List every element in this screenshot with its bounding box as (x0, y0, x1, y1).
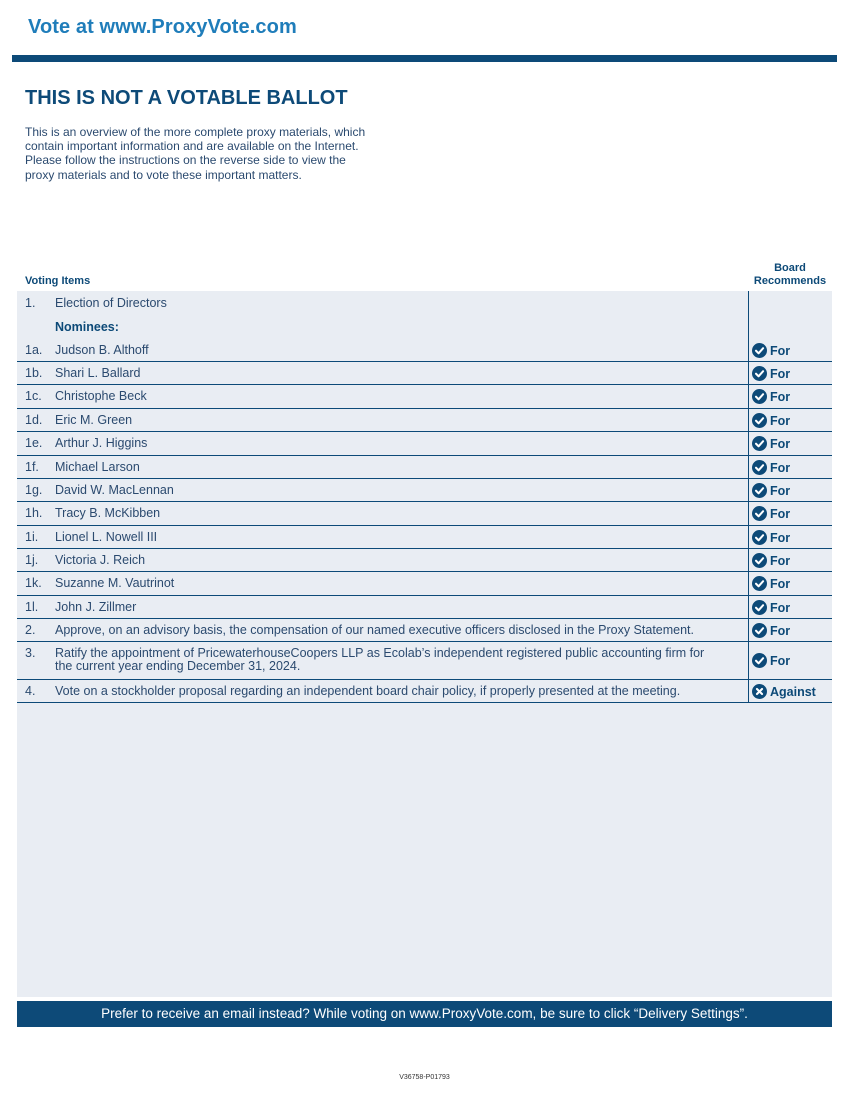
recommendation-label: For (770, 600, 791, 615)
table-row (17, 526, 832, 549)
item-number: 1l. (25, 600, 39, 614)
check-circle-icon (752, 653, 767, 668)
intro-text (25, 125, 425, 182)
item-number: 1. (25, 296, 36, 310)
recommendation-label: For (770, 413, 791, 428)
check-circle-icon (752, 483, 767, 498)
recommendation (752, 553, 790, 568)
item-text: Vote on a stockholder proposal regarding an independent board chair policy, if properly presented at the meeting. (55, 684, 681, 698)
table-row (17, 680, 832, 703)
check-circle-icon (752, 343, 767, 358)
recommendation (752, 530, 790, 545)
recommendation-label: For (770, 436, 791, 451)
recommendation-label: For (770, 460, 791, 475)
item-text: Approve, on an advisory basis, the compensation of our named executive officers disclosed in the Proxy Statement. (55, 623, 695, 637)
check-circle-icon (752, 436, 767, 451)
recommendation (752, 366, 790, 381)
nominee-name: Judson B. Althoff (55, 343, 149, 357)
header-rule (12, 55, 837, 62)
item-text-line: Ratify the appointment of PricewaterhouseCoopers LLP as Ecolab’s independent registered public accounting firm for (55, 646, 705, 660)
table-row (17, 502, 832, 526)
table-row (17, 642, 832, 680)
nominees-label: Nominees: (55, 320, 119, 334)
item-number: 1a. (25, 343, 43, 357)
check-circle-icon (752, 460, 767, 475)
recommendation (752, 600, 790, 615)
nominee-name: Tracy B. McKibben (55, 506, 161, 520)
table-row (17, 385, 832, 409)
check-circle-icon (752, 576, 767, 591)
nominees-label-row (17, 316, 832, 338)
document-code: V36758-P01793 (399, 1074, 450, 1081)
item-number: 1k. (25, 576, 42, 590)
election-row (17, 292, 832, 315)
nominee-name: Christophe Beck (55, 389, 147, 403)
recommendation (752, 684, 816, 699)
intro-line: This is an overview of the more complete proxy materials, which (25, 125, 366, 139)
check-circle-icon (752, 366, 767, 381)
nominee-name: John J. Zillmer (55, 600, 137, 614)
nominee-name: Michael Larson (55, 460, 140, 474)
recommendation (752, 413, 790, 428)
table-row (17, 409, 832, 432)
item-number: 1g. (25, 483, 43, 497)
recommendation-label: For (770, 530, 791, 545)
item-number: 1c. (25, 389, 42, 403)
item-number: 1i. (25, 530, 39, 544)
nominee-name: Shari L. Ballard (55, 366, 141, 380)
check-circle-icon (752, 506, 767, 521)
table-row (17, 549, 832, 572)
voting-items-header: Voting Items (25, 275, 91, 287)
item-number: 2. (25, 623, 36, 637)
recommendation (752, 623, 790, 638)
recommendation-label: Against (770, 684, 816, 699)
proxyvote-link[interactable]: Vote at www.ProxyVote.com (28, 16, 297, 38)
recommendation (752, 436, 790, 451)
recommendation (752, 506, 790, 521)
table-row (17, 479, 832, 502)
recommendation-label: For (770, 623, 791, 638)
nominee-name: Suzanne M. Vautrinot (55, 576, 175, 590)
item-number: 1e. (25, 436, 43, 450)
board-header-line: Board (774, 262, 806, 274)
nominee-name: David W. MacLennan (55, 483, 174, 497)
x-circle-icon (752, 684, 767, 699)
table-row (17, 362, 832, 385)
check-circle-icon (752, 600, 767, 615)
recommendation-label: For (770, 576, 791, 591)
table-row (17, 456, 832, 479)
page-title: THIS IS NOT A VOTABLE BALLOT (25, 87, 348, 109)
check-circle-icon (752, 530, 767, 545)
recommendation-label: For (770, 343, 791, 358)
table-row (17, 596, 832, 619)
table-row (17, 572, 832, 596)
recommendation-label: For (770, 389, 791, 404)
delivery-settings-banner: Prefer to receive an email instead? While voting on www.ProxyVote.com, be sure to click “Delivery Settings”. (17, 1001, 832, 1027)
table-row (17, 619, 832, 642)
item-text: Election of Directors (55, 296, 167, 310)
recommendation (752, 483, 790, 498)
recommendation-label: For (770, 653, 791, 668)
item-number: 3. (25, 646, 36, 660)
recommendation (752, 653, 790, 668)
intro-line: proxy materials and to vote these important matters. (25, 167, 302, 182)
item-number: 1b. (25, 366, 43, 380)
check-circle-icon (752, 389, 767, 404)
nominee-name: Arthur J. Higgins (55, 436, 148, 450)
recommendation (752, 460, 790, 475)
table-row (17, 339, 832, 362)
board-header-line: Recommends (753, 275, 827, 287)
recommendation-label: For (770, 483, 791, 498)
table-row (17, 432, 832, 456)
recommendation (752, 389, 790, 404)
recommendation (752, 343, 790, 358)
check-circle-icon (752, 553, 767, 568)
recommendation-label: For (770, 366, 791, 381)
nominee-name: Eric M. Green (55, 413, 133, 427)
check-circle-icon (752, 623, 767, 638)
board-recommends-header (748, 262, 832, 288)
intro-line: Please follow the instructions on the reverse side to view the (25, 153, 346, 168)
nominee-name: Lionel L. Nowell III (55, 530, 158, 544)
nominee-name: Victoria J. Reich (55, 553, 146, 567)
item-text-line: the current year ending December 31, 2024. (55, 658, 301, 673)
item-number: 1f. (25, 460, 39, 474)
check-circle-icon (752, 413, 767, 428)
item-number: 1d. (25, 413, 43, 427)
item-number: 4. (25, 684, 36, 698)
recommendation-label: For (770, 506, 791, 521)
intro-line: contain important information and are available on the Internet. (25, 139, 359, 154)
recommendation (752, 576, 790, 591)
item-number: 1h. (25, 506, 43, 520)
item-text (55, 647, 755, 672)
recommendation-label: For (770, 553, 791, 568)
item-number: 1j. (25, 553, 39, 567)
